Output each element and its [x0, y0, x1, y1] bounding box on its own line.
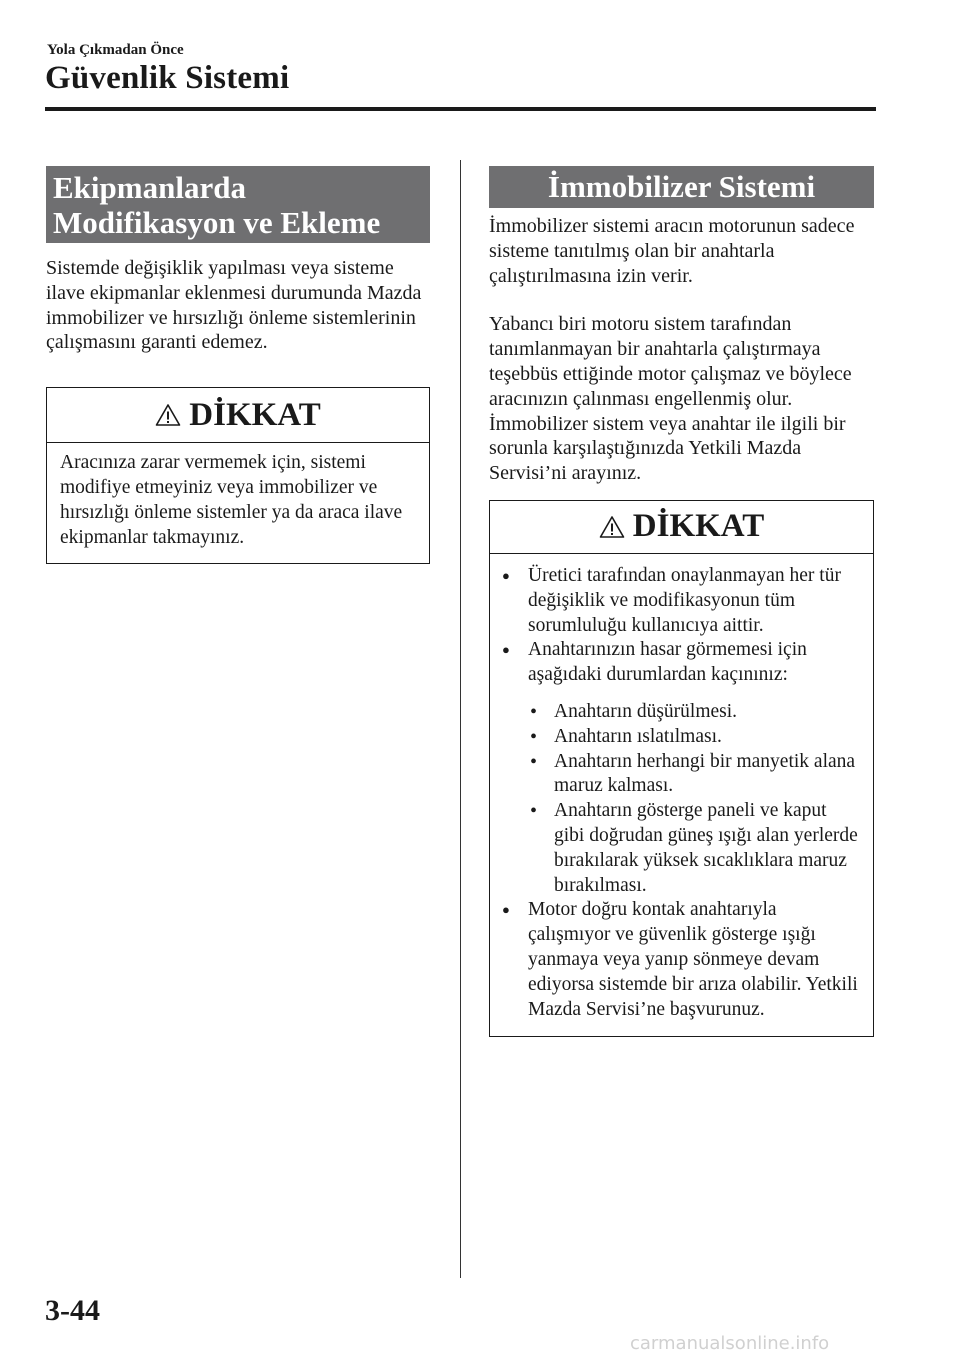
modification-heading-line1: Ekipmanlarda — [53, 170, 246, 205]
page-number: 3-44 — [45, 1294, 100, 1327]
list-item: • Anahtarın düşürülmesi. — [528, 700, 861, 725]
caution-text-left: Aracınıza zarar vermemek için, sistemi modifiye etmeyiniz veya immobilizer ve hırsızlığı önleme sistemler ya da araca ilave ekipmanlar takmayınız. — [60, 452, 403, 548]
caution-box-left — [46, 387, 430, 564]
watermark: carmanualsonline.info — [630, 1333, 830, 1354]
caution-sub-bullet-list — [528, 700, 861, 898]
warning-triangle-icon — [599, 515, 625, 539]
immobilizer-paragraph-3: İmmobilizer sistem veya anahtar ile ilgili bir sorunla karşılaştığınızda Yetkili Mazda Servisi’ni arayınız. — [489, 412, 846, 485]
list-item: ● Üretici tarafından onaylanmayan her tür değişiklik ve modifikasyonun tüm sorumluluğu kullanıcıya aittir. — [490, 564, 861, 638]
list-item: ● Anahtarınızın hasar görmemesi için aşağıdaki durumlardan kaçınınız: • Anahtarın düşürülmesi. • Anahtarın ıslatılması. • Anahtarın herhangi bir manyetik alana maruz kalması. • Anahtarın gösterge paneli ve kaput gibi doğrudan güneş ışığı alan yerlerde bırakılarak yüksek sıcaklıklara maruz bırakılması. — [490, 638, 861, 898]
section-title: Güvenlik Sistemi — [45, 60, 290, 96]
caution-box-right — [489, 500, 874, 1037]
caution-body-right — [490, 554, 873, 1036]
right-column — [489, 166, 874, 1037]
modification-paragraph: Sistemde değişiklik yapılması veya sisteme ilave ekipmanlar eklenmesi durumunda Mazda immobilizer ve hırsızlığı önleme sistemlerinin çalışmasını garanti edemez. — [46, 257, 422, 354]
modification-heading-line2: Modifikasyon ve Ekleme — [53, 205, 381, 240]
list-item: • Anahtarın gösterge paneli ve kaput gibi doğrudan güneş ışığı alan yerlerde bırakılarak yüksek sıcaklıklara maruz bırakılması. — [528, 799, 861, 898]
list-item: ● Motor doğru kontak anahtarıyla çalışmıyor ve güvenlik gösterge ışığı yanmaya veya yanıp sönmeye devam ediyorsa sistemde bir arıza olabilir. Yetkili Mazda Servisi’ne başvurunuz. — [490, 898, 861, 1022]
column-divider — [460, 160, 461, 1278]
chapter-label: Yola Çıkmadan Önce — [47, 42, 184, 58]
caution-header-right — [490, 501, 873, 554]
header-rule — [45, 107, 876, 111]
immobilizer-paragraph-2: Yabancı biri motoru sistem tarafından tanımlanmayan bir anahtarla çalıştırmaya teşebbüs ettiğinde motor çalışmaz ve böylece aracınızın çalınması engellenmiş olur. — [489, 313, 852, 410]
warning-triangle-icon — [155, 403, 181, 427]
caution-title-right: DİKKAT — [632, 508, 765, 545]
list-item: • Anahtarın ıslatılması. — [528, 725, 861, 750]
caution-title-left: DİKKAT — [189, 396, 321, 433]
left-column — [46, 166, 430, 564]
modification-heading — [46, 166, 430, 243]
immobilizer-paragraph-1: İmmobilizer sistemi aracın motorunun sadece sisteme tanıtılmış olan bir anahtarla çalıştırılmasına izin verir. — [489, 215, 855, 287]
list-item: • Anahtarın herhangi bir manyetik alana maruz kalması. — [528, 750, 861, 800]
caution-bullet-list — [490, 564, 861, 1022]
caution-header-left — [47, 388, 429, 443]
immobilizer-heading: İmmobilizer Sistemi — [489, 166, 874, 208]
